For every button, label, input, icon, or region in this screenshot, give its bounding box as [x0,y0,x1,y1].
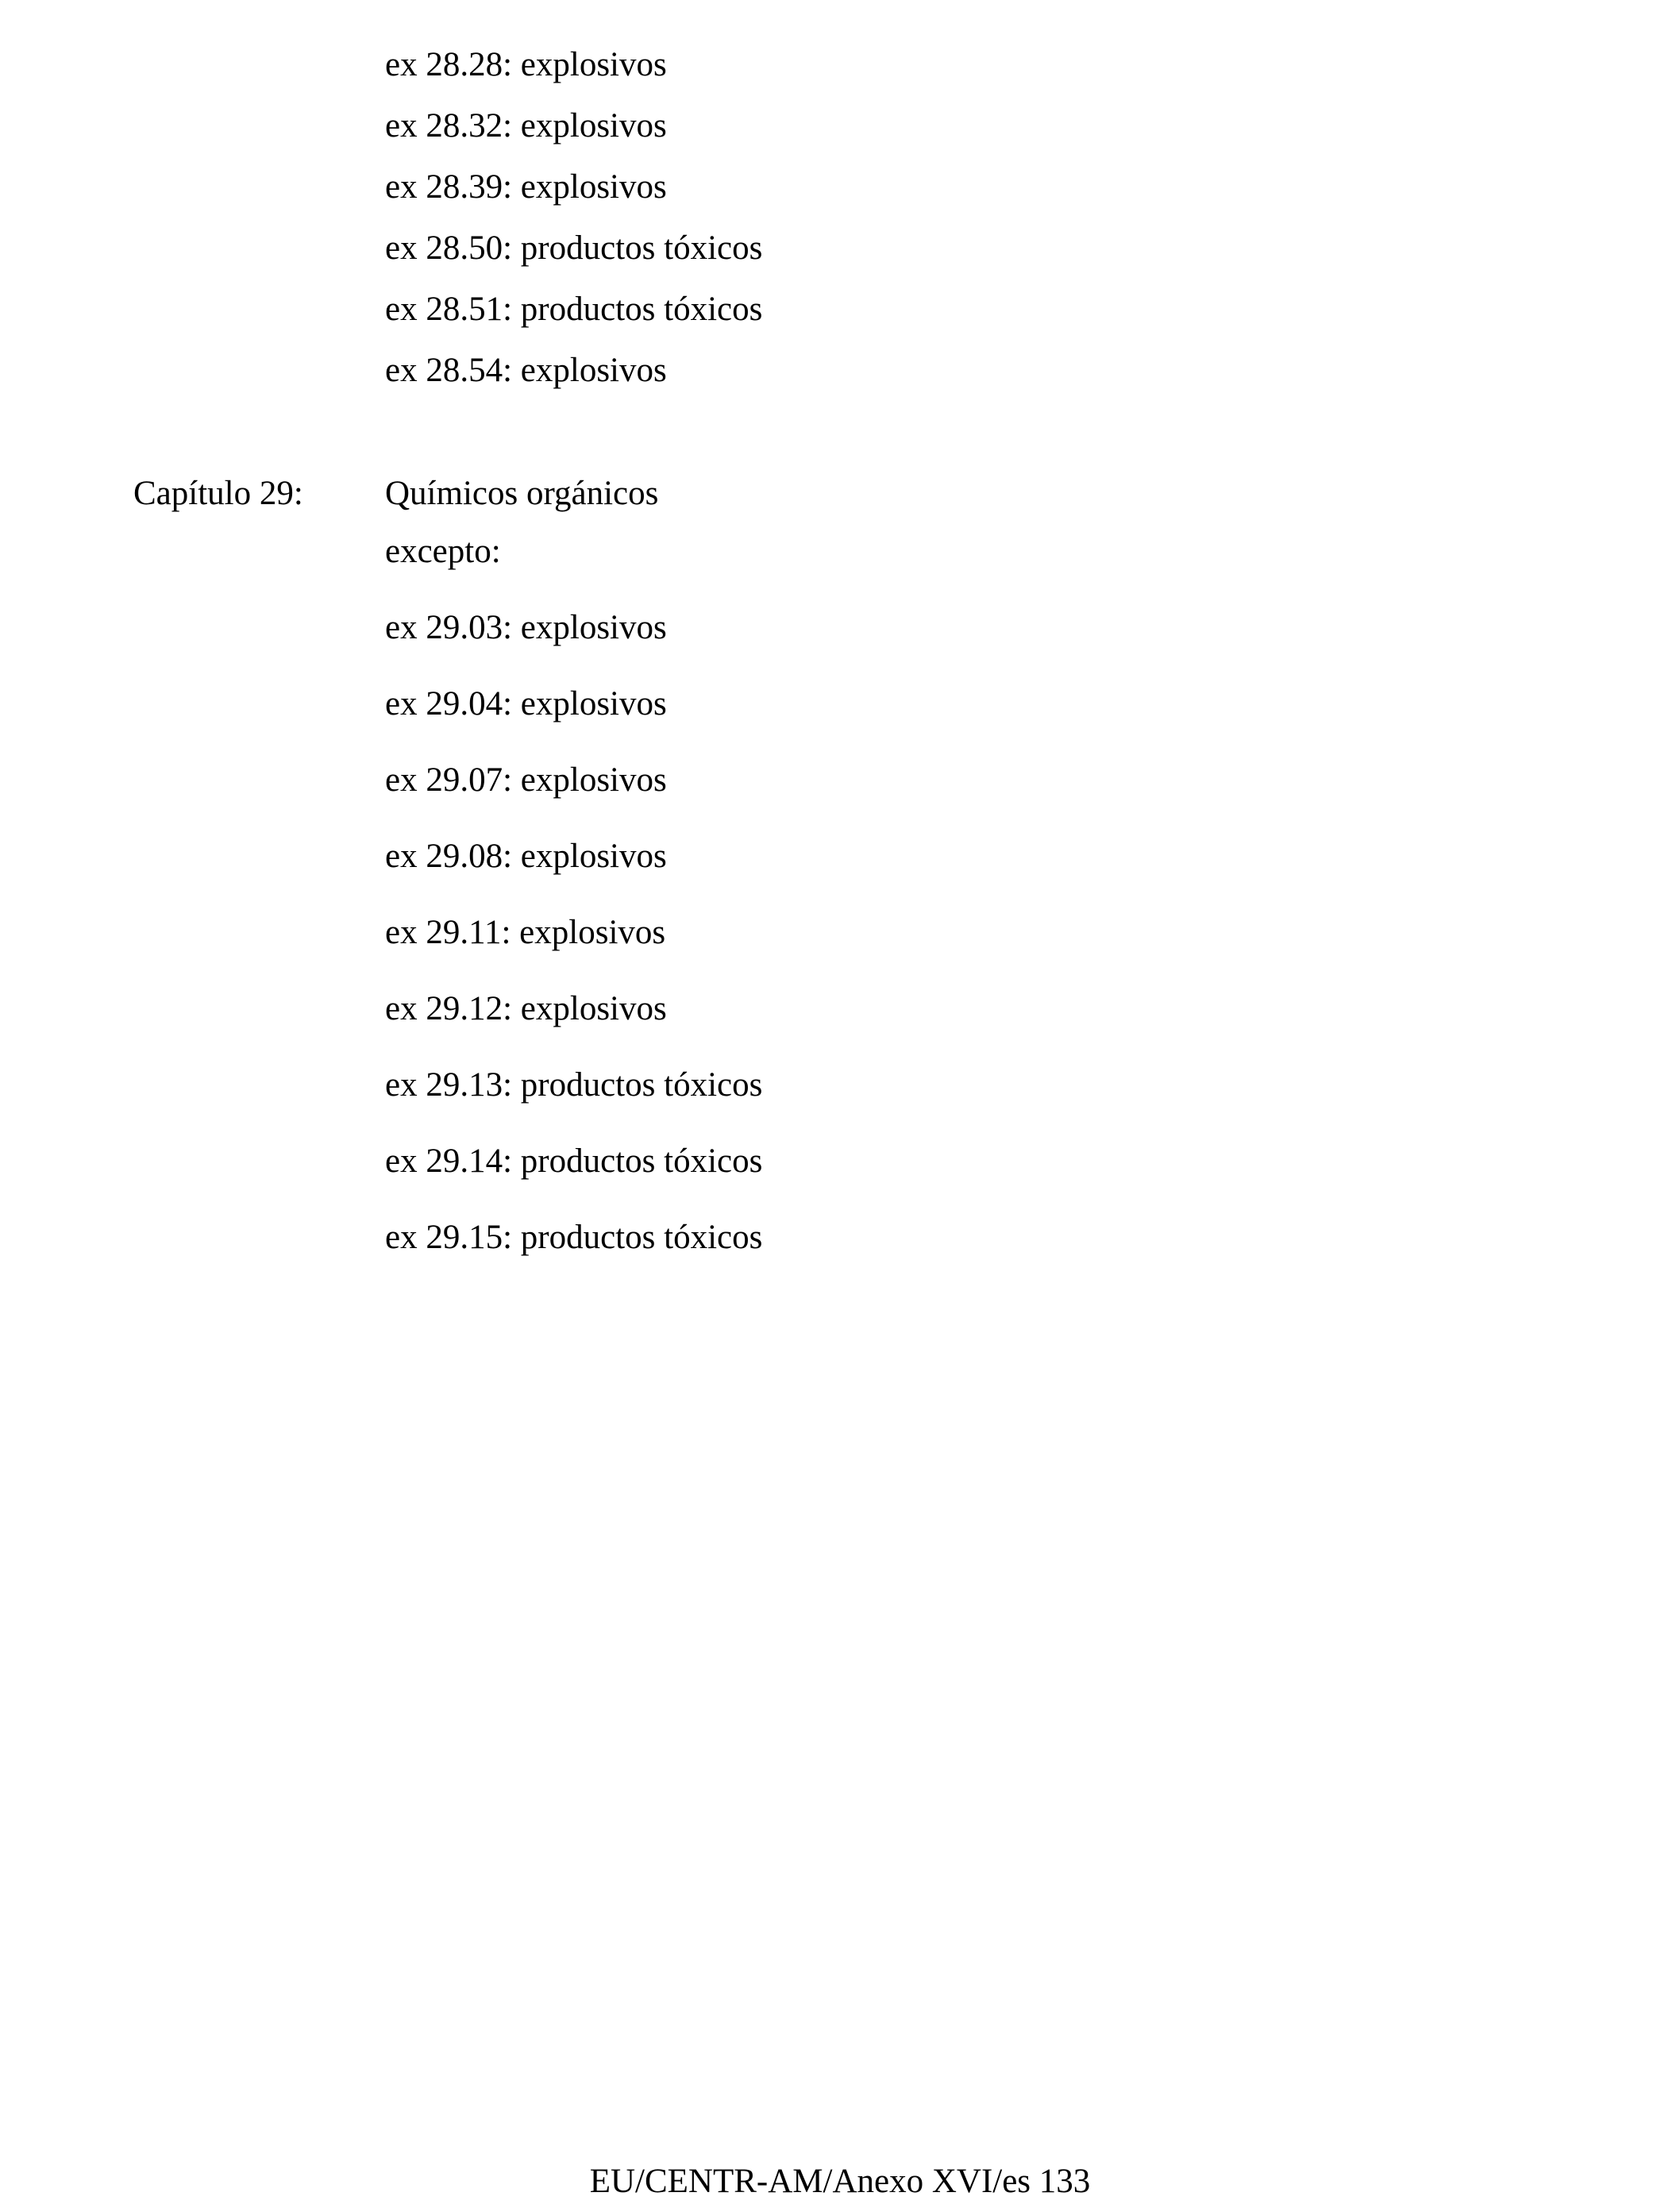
list-item: ex 28.32: explosivos [385,107,667,144]
chapter-title: Químicos orgánicos [385,475,659,512]
list-item: ex 29.13: productos tóxicos [385,1066,763,1104]
list-item: ex 28.28: explosivos [385,46,667,83]
list-item: ex 29.11: explosivos [385,914,666,951]
list-item: ex 29.14: productos tóxicos [385,1142,763,1180]
chapter-label: Capítulo 29: [133,475,303,512]
list-item: ex 28.50: productos tóxicos [385,229,763,267]
list-item: ex 29.07: explosivos [385,761,667,799]
list-item: ex 29.12: explosivos [385,990,667,1027]
list-item: ex 29.03: explosivos [385,609,667,646]
list-item: ex 29.15: productos tóxicos [385,1219,763,1256]
except-label: excepto: [385,533,501,570]
list-item: ex 29.04: explosivos [385,685,667,722]
list-item: ex 28.51: productos tóxicos [385,291,763,328]
list-item: ex 28.39: explosivos [385,168,667,206]
list-item: ex 29.08: explosivos [385,838,667,875]
list-item: ex 28.54: explosivos [385,352,667,389]
page-footer: EU/CENTR-AM/Anexo XVI/es 133 [589,2163,1091,2200]
